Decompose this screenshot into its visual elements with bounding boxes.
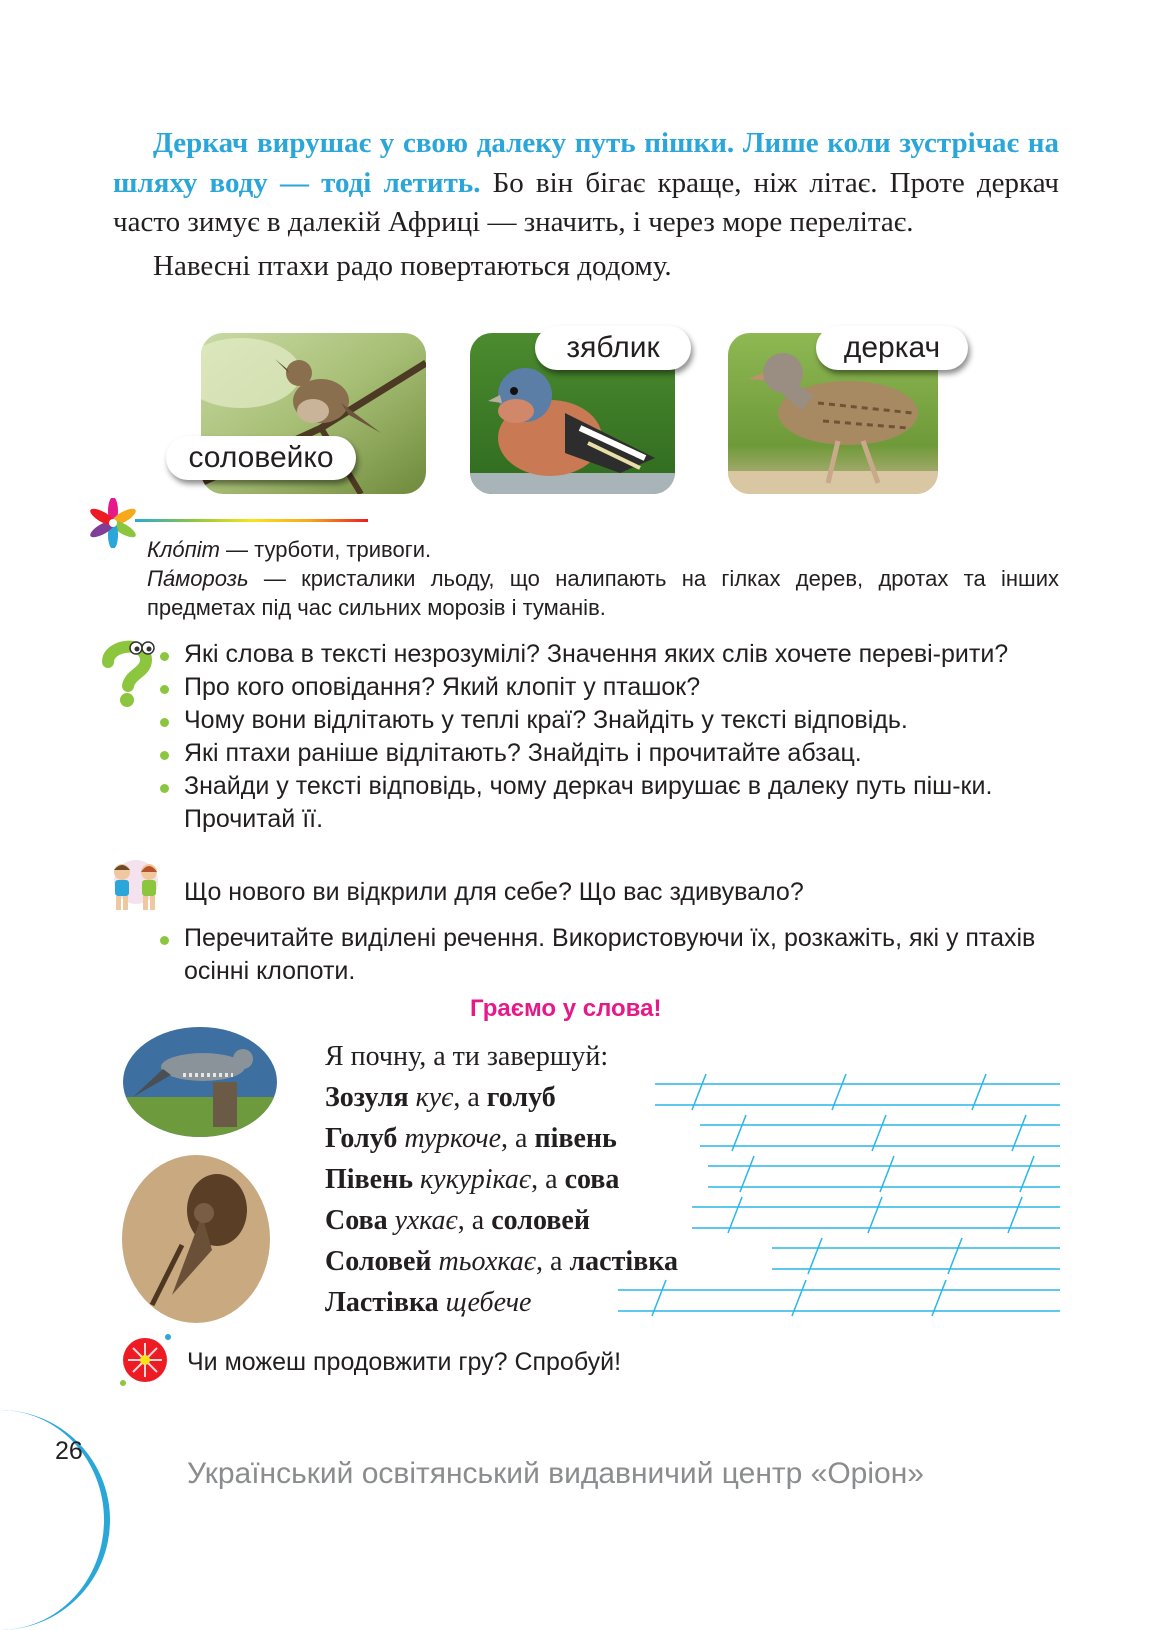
glossary-definition: — кристалики льоду, що налипають на гілках дерев, дротах та інших предметах під час сильних морозів і туманів. xyxy=(147,566,1059,620)
glossary xyxy=(147,535,1059,622)
glossary-term: Кло́піт xyxy=(147,537,220,562)
nightingale-label: соловейко xyxy=(166,436,356,480)
task-item: Перечитайте виділені речення. Використовуючи їх, розкажіть, які у птахів осінні клопоти. xyxy=(160,922,1060,988)
chaffinch-label: зяблик xyxy=(535,326,691,370)
game-row: Зозуля кує, а голуб xyxy=(325,1082,556,1113)
question-item: Які птахи раніше відлітають? Знайдіть і прочитайте абзац. xyxy=(160,737,1060,770)
story-paragraph-2: Навесні птахи радо повертаються додому. xyxy=(153,249,672,282)
question-mark-icon xyxy=(100,638,160,708)
corncrake-label: деркач xyxy=(816,326,968,370)
glossary-term: Па́морозь xyxy=(147,566,249,591)
children-discussion-icon xyxy=(105,858,167,914)
highlighted-sentence: Деркач вирушає у свою далеку путь пішки. Лише коли зустрічає на шляху воду — тоді летить. xyxy=(113,127,1059,199)
question-item: Які слова в тексті незрозумілі? Значення яких слів хочете переві-рити? xyxy=(160,638,1060,671)
reread-task xyxy=(160,922,1060,988)
game-row: Ластівка щебече xyxy=(325,1287,532,1318)
game-row: Півень кукурікає, а сова xyxy=(325,1164,620,1195)
swallow-photo xyxy=(122,1155,270,1323)
question-item: Про кого оповідання? Який клопіт у пташок? xyxy=(160,671,1060,704)
rainbow-divider xyxy=(135,519,368,522)
game-row: Голуб туркоче, а півень xyxy=(325,1123,617,1154)
glossary-entry xyxy=(147,564,1059,622)
publisher-footer: Український освітянський видавничий центр «Оріон» xyxy=(187,1457,924,1490)
game-row: Сова ухкає, а соловей xyxy=(325,1205,590,1236)
questions-list xyxy=(160,638,1060,836)
glossary-definition: — турботи, тривоги. xyxy=(219,537,432,562)
game-row: Соловей тьохкає, а ластівка xyxy=(325,1246,678,1277)
question-item: Чому вони відлітають у теплі краї? Знайдіть у тексті відповідь. xyxy=(160,704,1060,737)
discussion-prompt: Що нового ви відкрили для себе? Що вас здивувало? xyxy=(184,878,804,906)
question-item: Знайди у тексті відповідь, чому деркач вирушає в далеку путь піш-ки. Прочитай її. xyxy=(160,770,1060,836)
game-intro: Я почну, а ти завершуй: xyxy=(325,1041,609,1072)
story-paragraph-1 xyxy=(113,124,1059,243)
asterisk-icon xyxy=(88,498,138,548)
story-continuation: Бо він бігає краще, ніж літає. Проте деркач часто зимує в далекій Африці — значить, і через море перелітає. xyxy=(113,166,1059,238)
game-title: Граємо у слова! xyxy=(470,995,662,1022)
story-text xyxy=(113,124,1059,286)
continue-prompt: Чи можеш продовжити гру? Спробуй! xyxy=(187,1348,622,1376)
firework-icon xyxy=(116,1331,174,1389)
cuckoo-photo xyxy=(123,1027,277,1137)
page-number: 26 xyxy=(55,1437,83,1465)
writing-lines xyxy=(600,1070,1062,1325)
glossary-entry xyxy=(147,535,1059,564)
